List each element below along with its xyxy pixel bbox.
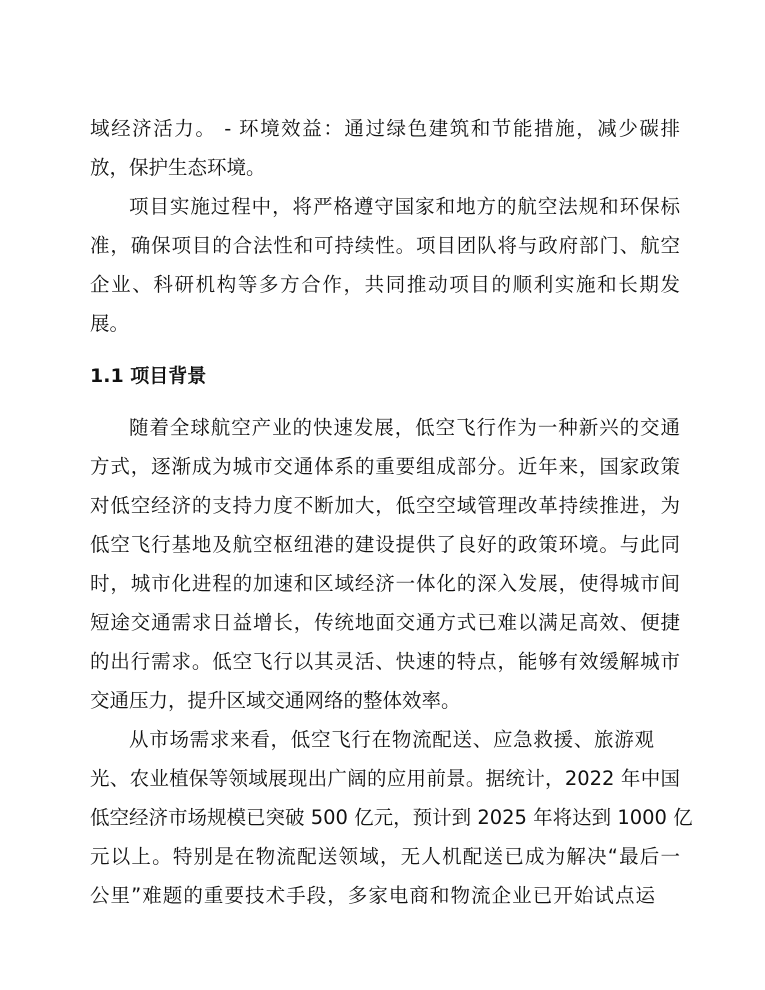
text-line: 展。 <box>90 312 130 335</box>
text-line: 公里”难题的重要技术手段，多家电商和物流企业已开始试点运 <box>90 884 655 907</box>
text-line: 企业、科研机构等多方合作，共同推动项目的顺利实施和长期发 <box>90 273 680 296</box>
text-line: 项目实施过程中，将严格遵守国家和地方的航空法规和环保标 <box>129 195 680 218</box>
text-line: 光、农业植保等领域展现出广阔的应用前景。据统计，2022 年中国 <box>90 767 680 790</box>
text-line: 随着全球航空产业的快速发展，低空飞行作为一种新兴的交通 <box>129 416 680 439</box>
text-line: 方式，逐渐成为城市交通体系的重要组成部分。近年来，国家政策 <box>90 455 680 478</box>
text-line: 放，保护生态环境。 <box>90 156 266 179</box>
text-line: 的出行需求。低空飞行以其灵活、快速的特点，能够有效缓解城市 <box>90 650 680 673</box>
text-line: 低空经济市场规模已突破 500 亿元，预计到 2025 年将达到 1000 亿 <box>90 806 693 829</box>
text-line: 准，确保项目的合法性和可持续性。项目团队将与政府部门、航空 <box>90 234 680 257</box>
text-line: 时，城市化进程的加速和区域经济一体化的深入发展，使得城市间 <box>90 572 680 595</box>
text-line: 元以上。特别是在物流配送领域，无人机配送已成为解决“最后一 <box>90 845 680 868</box>
text-line: 短途交通需求日益增长，传统地面交通方式已难以满足高效、便捷 <box>90 611 680 634</box>
text-line: 域经济活力。 - 环境效益：通过绿色建筑和节能措施，减少碳排 <box>90 117 680 140</box>
section-heading: 1.1 项目背景 <box>90 365 207 387</box>
text-line: 对低空经济的支持力度不断加大，低空空域管理改革持续推进，为 <box>90 494 680 517</box>
text-line: 交通压力，提升区域交通网络的整体效率。 <box>90 689 461 712</box>
text-line: 从市场需求来看，低空飞行在物流配送、应急救援、旅游观 <box>129 728 654 751</box>
text-line: 低空飞行基地及航空枢纽港的建设提供了良好的政策环境。与此同 <box>90 533 680 556</box>
